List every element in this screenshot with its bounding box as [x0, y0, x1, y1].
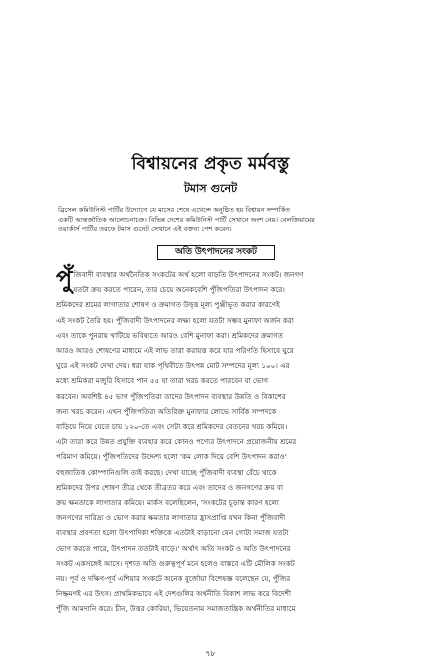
body-line: ভোগ করতে পারে, উৎপাদন ততটাই বাড়ে।' অর্থাৎ অতি সংকট ও অতি উৎপাদনের	[56, 543, 291, 553]
body-line: ক্রয় ক্ষমতাকে লাগাতার কমিয়ে। মার্কস বলেছিলেন, 'সংকটের চূড়ান্ত কারণ হলো	[56, 498, 279, 508]
intro-note	[58, 206, 378, 235]
body-line: আরও আরও শোষণের মাধ্যমে এই লাভ তারা করায়ত্ত করে যার পরিণতি হিসাবে ঘুরে	[56, 346, 294, 356]
page-number: ৭৮	[205, 649, 216, 658]
article-title: বিশ্বায়নের প্রকৃত মর্মবস্তু	[131, 154, 290, 174]
body-line: করবেন। অবশিষ্ট ৪৫ ভাগ পুঁজিপতিরা তাদের উৎপাদন ব্যবস্থার উন্নতি ও বিকাশের	[56, 391, 286, 401]
body-line: মধ্যে শ্রমিকরা মজুরি হিসাবে পান ৫৫ যা তারা খরচ করতে পারবেন বা ভোগ	[56, 376, 269, 386]
body-line: শ্রমিকদের শ্রমের লাগাতার শোষণ ও ক্রমাগত উদ্বৃত্ত মূল্য পুঞ্জীভূত করার কারণেই	[56, 300, 280, 310]
body-line: শ্রমিকদের উপর শোষণ তীব্র থেকে তীব্রতর করে এবং তাদের ও জনগণের ক্রয় বা	[56, 482, 284, 492]
body-line: সংকট একসঙ্গেই আসে। দৃশ্যত অতি গুরুত্বপূর্ণ মনে হলেও বাস্তবে এটি মৌলিক সংকট	[56, 558, 295, 568]
body-line: জিবাদী ব্যবস্থার অর্থনৈতিক সংকটের অর্থ হলো বাড়তি উৎপাদনের সংকট। জনগণ	[73, 270, 304, 279]
body-line: এই সংকট তৈরি হয়। পুঁজিবাদী উৎপাদনের লক্ষ্য হলো যতটা সম্ভব মুনাফা অর্জন করা	[56, 315, 294, 325]
body-line: নয়। পূর্ব ও দক্ষিণ-পূর্ব এশিয়ার সংকটে অনেক বুর্জোয়া বিশেষজ্ঞ বলেছেন যে, পুঁজির	[56, 574, 291, 584]
body-line: জনগণের দারিদ্র্য ও ভোগ করার ক্ষমতার লাগাতার হ্রাসপ্রাপ্তি যখন কিনা পুঁজিবাদী	[56, 513, 286, 523]
body-line: পুঁজি আমদানি করে। চীন, উত্তর কোরিয়া, ভিয়েতনাম সমাজতান্ত্রিক অর্থনীতির মাধ্যমে	[56, 604, 296, 614]
intro-line: ওয়ার্কার্স পার্টির তরফে টমাস গুনেট সেখানে এই বক্তব্য পেশ করেন।	[58, 225, 232, 234]
body-line: এবং তাকে পুনরায় খাটিয়ে ভবিষ্যতে আরও বেশি মুনাফা করা। শ্রমিকদের ক্রমাগত	[56, 330, 284, 340]
body-line: জন্য খরচ করেন। এখন পুঁজিপতিরা অতিরিক্ত মুনাফার লোভে সার্বিক সম্পদকে	[56, 406, 277, 416]
body-line: ঘুরে এই সংকট দেখা দেয়। ধরা যাক পৃথিবীতে উৎপন্ন মোট সম্পদের মূল্য ১০০। এর	[56, 361, 290, 371]
intro-line: ব্রিসেল কমিউনিস্ট পার্টির উদ্যোগে যে মাসের শেষে এথেন্সে অনুষ্ঠিত হয় বিশ্বায়ন সম্পর্কিত	[58, 206, 291, 214]
body-line: পরিমাণ কমিয়ে। পুঁজিপতিদের উদ্দেশ্য হলো 'কম লোক দিয়ে বেশি উৎপাদন করাও'	[56, 452, 287, 462]
body-line: এটা তারা করে উন্নত প্রযুক্তি ব্যবহার করে কোনও পণ্যের উৎপাদনে প্রয়োজনীয় শ্রমের	[56, 437, 297, 447]
body-line: বাড়িয়ে নিয়ে যেতে চায় ১২০-তে এবং সেটা করে শ্রমিকদের বেতনের খরচ কমিয়ে।	[56, 422, 288, 432]
body-line: যতটা ক্রয় করতে পারেন, তার চেয়ে অনেকবেশি পুঁজিপতিরা উৎপাদন করে।	[73, 285, 285, 295]
drop-cap: পুঁ	[56, 265, 73, 293]
body-line: বহুজাতিক কোম্পানিগুলি তাই করছে। দেখা যাচ্ছে পুঁজিবাদী ব্যবস্থা বেঁচে থাকে	[56, 467, 277, 477]
intro-line: একটি আন্তর্জাতিক আলোচনাচক্র। বিভিন্ন দেশের কমিউনিস্ট পার্টি সেখানে অংশ নেয়। বেলজিয়ামের	[58, 215, 315, 224]
author-name: টমাস গুনেট	[183, 182, 238, 195]
section-heading: অতি উৎপাদনের সংকট	[157, 245, 275, 260]
body-text	[56, 267, 383, 617]
body-line: নিষ্ক্রমণই এর উৎস। প্রাথমিকভাবে এই দেশগুলির অর্থনীতি বিকাশ লাভ করে বিদেশী	[56, 589, 292, 599]
body-line: ব্যবস্থার প্রবণতা হলো উৎপাদিকা শক্তিকে এতটাই বাড়ানো যেন গোটা সমাজ যতটা	[56, 528, 289, 538]
